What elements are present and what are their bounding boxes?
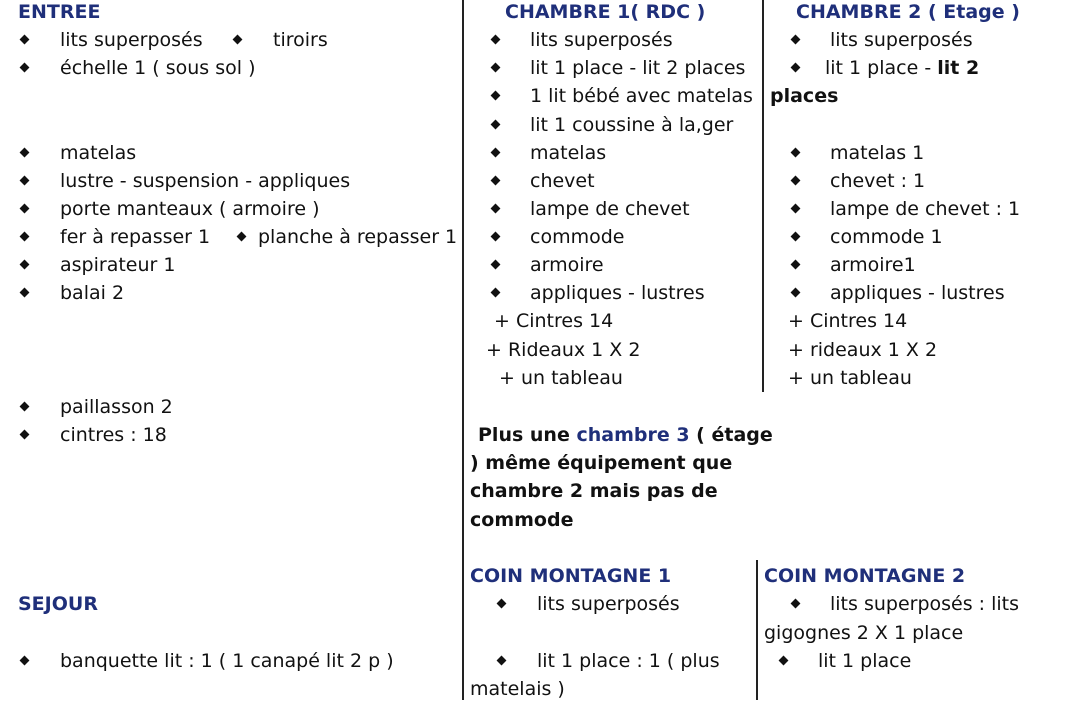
coin1-heading: COIN MONTAGNE 1: [470, 565, 672, 587]
bullet-icon: [20, 260, 30, 270]
chambre2-item-lit: [825, 56, 979, 80]
chambre1-plus-cintres: + Cintres 14: [494, 310, 614, 332]
chambre3-line1: [478, 423, 773, 447]
chambre3-line3: chambre 2 mais pas de: [470, 480, 718, 502]
bullet-icon: [491, 120, 501, 130]
chambre3-line2: ) même équipement que: [470, 452, 733, 474]
bullet-icon: [491, 63, 501, 73]
bullet-icon: [20, 656, 30, 666]
chambre1-item: lits superposés: [530, 29, 673, 51]
chambre3-line1-part1: Plus une: [478, 424, 577, 446]
chambre1-item: lampe de chevet: [530, 198, 690, 220]
entree-item-matelas: matelas: [60, 142, 137, 164]
sejour-heading: SEJOUR: [18, 593, 98, 615]
bullet-icon: [791, 148, 801, 158]
bullet-icon: [497, 656, 507, 666]
chambre1-heading: CHAMBRE 1( RDC ): [505, 1, 706, 23]
chambre2-item: appliques - lustres: [830, 282, 1005, 304]
coin2-item-lits-cont: gigognes 2 X 1 place: [764, 622, 964, 644]
bullet-icon: [791, 599, 801, 609]
chambre2-plus-tableau: + un tableau: [788, 367, 912, 389]
bullet-icon: [791, 232, 801, 242]
bullet-icon: [491, 35, 501, 45]
bullet-icon: [20, 402, 30, 412]
chambre2-item: commode 1: [830, 226, 943, 248]
bullet-icon: [779, 656, 789, 666]
chambre1-item: lit 1 place - lit 2 places: [530, 57, 746, 79]
coin2-item-lit: lit 1 place: [818, 650, 912, 672]
chambre3-line1-part3: ( étage: [689, 424, 773, 446]
chambre3-line4: commode: [470, 509, 574, 531]
bullet-icon: [20, 63, 30, 73]
bullet-icon: [491, 204, 501, 214]
entree-item-paillasson: paillasson 2: [60, 396, 173, 418]
bullet-icon: [20, 232, 30, 242]
column-divider-right-bottom: [756, 560, 758, 700]
chambre2-plus-cintres: + Cintres 14: [788, 310, 908, 332]
bullet-icon: [20, 430, 30, 440]
chambre1-item: lit 1 coussine à la,ger: [530, 114, 734, 136]
chambre1-item: 1 lit bébé avec matelas: [530, 85, 753, 107]
chambre2-plus-rideaux: + rideaux 1 X 2: [788, 339, 938, 361]
chambre1-plus-tableau: + un tableau: [499, 367, 623, 389]
entree-item-fer: fer à repasser 1: [60, 226, 211, 248]
chambre2-item-lit-part2: lit 2: [937, 57, 980, 79]
chambre2-item-lit-cont: places: [770, 85, 839, 107]
entree-item-porte: porte manteaux ( armoire ): [60, 198, 320, 220]
bullet-icon: [791, 288, 801, 298]
entree-item-balai: balai 2: [60, 282, 125, 304]
bullet-icon: [491, 260, 501, 270]
bullet-icon: [233, 35, 243, 45]
bullet-icon: [791, 63, 801, 73]
coin2-heading: COIN MONTAGNE 2: [764, 565, 966, 587]
column-divider-left: [462, 0, 464, 700]
bullet-icon: [791, 176, 801, 186]
column-divider-right-top: [762, 0, 764, 392]
chambre1-item: matelas: [530, 142, 607, 164]
bullet-icon: [491, 91, 501, 101]
chambre2-item: matelas 1: [830, 142, 925, 164]
coin1-item-lit: lit 1 place : 1 ( plus: [537, 650, 720, 672]
bullet-icon: [791, 260, 801, 270]
entree-heading: ENTREE: [18, 1, 101, 23]
entree-item-planche: planche à repasser 1: [258, 226, 458, 248]
bullet-icon: [491, 232, 501, 242]
chambre2-item-lit-part1: lit 1 place -: [825, 57, 938, 79]
chambre2-item-lits: lits superposés: [830, 29, 973, 51]
bullet-icon: [20, 204, 30, 214]
chambre2-heading: CHAMBRE 2 ( Etage ): [796, 1, 1020, 23]
entree-item-tiroirs: tiroirs: [273, 29, 328, 51]
chambre1-item: appliques - lustres: [530, 282, 705, 304]
entree-item-cintres: cintres : 18: [60, 424, 167, 446]
bullet-icon: [20, 288, 30, 298]
entree-item-aspirateur: aspirateur 1: [60, 254, 176, 276]
coin1-item-lits: lits superposés: [537, 593, 680, 615]
entree-item-lits: lits superposés: [60, 29, 203, 51]
bullet-icon: [237, 232, 247, 242]
bullet-icon: [20, 35, 30, 45]
chambre2-item: armoire1: [830, 254, 916, 276]
bullet-icon: [20, 148, 30, 158]
chambre1-plus-rideaux: + Rideaux 1 X 2: [486, 339, 641, 361]
chambre2-item: chevet : 1: [830, 170, 926, 192]
coin1-item-lit-cont: matelais ): [470, 678, 565, 700]
bullet-icon: [791, 204, 801, 214]
chambre1-item: commode: [530, 226, 625, 248]
chambre2-item: lampe de chevet : 1: [830, 198, 1021, 220]
entree-item-echelle: échelle 1 ( sous sol ): [60, 57, 256, 79]
bullet-icon: [491, 176, 501, 186]
sejour-item-banquette: banquette lit : 1 ( 1 canapé lit 2 p ): [60, 650, 394, 672]
coin2-item-lits: lits superposés : lits: [830, 593, 1020, 615]
chambre3-line1-part2: chambre 3: [576, 424, 690, 446]
bullet-icon: [791, 35, 801, 45]
bullet-icon: [491, 148, 501, 158]
bullet-icon: [497, 599, 507, 609]
bullet-icon: [491, 288, 501, 298]
chambre1-item: chevet: [530, 170, 595, 192]
entree-item-lustre: lustre - suspension - appliques: [60, 170, 351, 192]
bullet-icon: [20, 176, 30, 186]
chambre1-item: armoire: [530, 254, 604, 276]
